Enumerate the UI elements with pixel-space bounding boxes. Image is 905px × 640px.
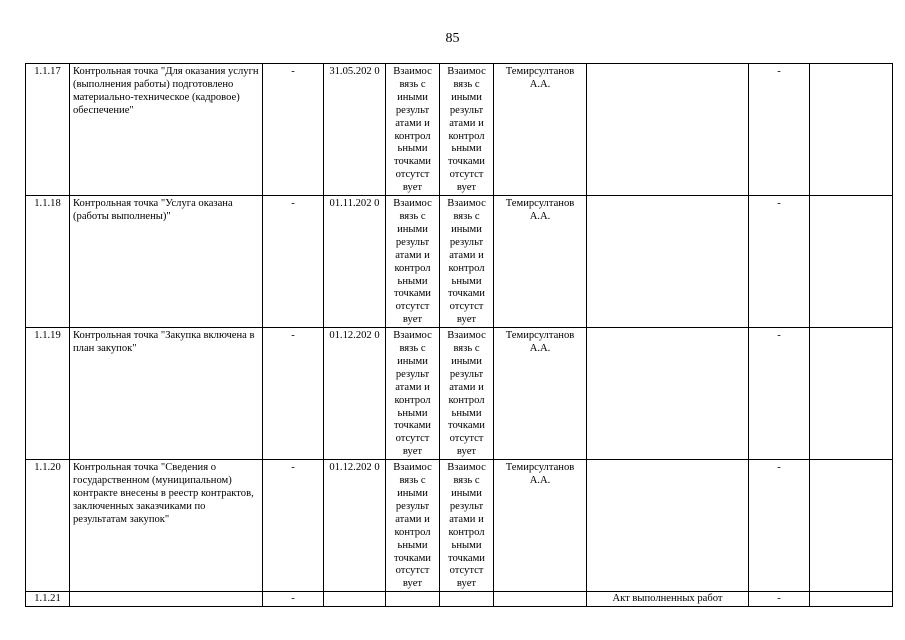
relation-cell: Взаимос вязь с иными результ атами и контрол ьными точками отсутст вует bbox=[440, 328, 494, 460]
dash-cell: - bbox=[749, 592, 810, 607]
table-row bbox=[26, 64, 893, 196]
dash-cell: - bbox=[749, 328, 810, 460]
table-row bbox=[26, 196, 893, 328]
table-body bbox=[26, 64, 893, 607]
relation-cell: Взаимос вязь с иными результ атами и контрол ьными точками отсутст вует bbox=[386, 196, 440, 328]
relation-cell: Взаимос вязь с иными результ атами и контрол ьными точками отсутст вует bbox=[440, 460, 494, 592]
row-number: 1.1.19 bbox=[26, 328, 70, 460]
empty-cell bbox=[810, 592, 893, 607]
empty-cell bbox=[810, 64, 893, 196]
document-cell bbox=[587, 460, 749, 592]
relation-cell: Взаимос вязь с иными результ атами и контрол ьными точками отсутст вует bbox=[386, 460, 440, 592]
empty-cell bbox=[810, 328, 893, 460]
responsible-cell: Темирсултанов А.А. bbox=[494, 328, 587, 460]
responsible-cell bbox=[494, 592, 587, 607]
dash-cell: - bbox=[263, 460, 324, 592]
dash-cell: - bbox=[749, 196, 810, 328]
control-points-table bbox=[25, 63, 893, 607]
empty-cell bbox=[810, 460, 893, 592]
row-number: 1.1.21 bbox=[26, 592, 70, 607]
dash-cell: - bbox=[263, 64, 324, 196]
relation-cell bbox=[386, 592, 440, 607]
control-point-name bbox=[70, 592, 263, 607]
relation-cell: Взаимос вязь с иными результ атами и контрол ьными точками отсутст вует bbox=[440, 196, 494, 328]
date-cell: 31.05.202 0 bbox=[324, 64, 386, 196]
date-cell: 01.11.202 0 bbox=[324, 196, 386, 328]
table-row bbox=[26, 592, 893, 607]
table-row bbox=[26, 328, 893, 460]
dash-cell: - bbox=[263, 196, 324, 328]
relation-cell: Взаимос вязь с иными результ атами и контрол ьными точками отсутст вует bbox=[386, 64, 440, 196]
document-cell bbox=[587, 196, 749, 328]
responsible-cell: Темирсултанов А.А. bbox=[494, 460, 587, 592]
relation-cell: Взаимос вязь с иными результ атами и контрол ьными точками отсутст вует bbox=[386, 328, 440, 460]
responsible-cell: Темирсултанов А.А. bbox=[494, 196, 587, 328]
empty-cell bbox=[810, 196, 893, 328]
page-number: 85 bbox=[445, 31, 460, 46]
row-number: 1.1.20 bbox=[26, 460, 70, 592]
dash-cell: - bbox=[749, 64, 810, 196]
dash-cell: - bbox=[263, 592, 324, 607]
document-cell: Акт выполненных работ bbox=[587, 592, 749, 607]
control-point-name: Контрольная точка "Сведения о государственном (муниципальном) контракте внесены в реестр контрактов, заключенных заказчиками по результатам закупок" bbox=[70, 460, 263, 592]
date-cell: 01.12.202 0 bbox=[324, 328, 386, 460]
row-number: 1.1.18 bbox=[26, 196, 70, 328]
relation-cell: Взаимос вязь с иными результ атами и контрол ьными точками отсутст вует bbox=[440, 64, 494, 196]
table-row bbox=[26, 460, 893, 592]
dash-cell: - bbox=[263, 328, 324, 460]
relation-cell bbox=[440, 592, 494, 607]
control-point-name: Контрольная точка "Закупка включена в план закупок" bbox=[70, 328, 263, 460]
control-point-name: Контрольная точка "Услуга оказана (работы выполнены)" bbox=[70, 196, 263, 328]
control-point-name: Контрольная точка "Для оказания услугн (выполнения работы) подготовлено материально-техническое (кадровое) обеспечение" bbox=[70, 64, 263, 196]
document-cell bbox=[587, 64, 749, 196]
row-number: 1.1.17 bbox=[26, 64, 70, 196]
dash-cell: - bbox=[749, 460, 810, 592]
responsible-cell: Темирсултанов А.А. bbox=[494, 64, 587, 196]
date-cell: 01.12.202 0 bbox=[324, 460, 386, 592]
date-cell bbox=[324, 592, 386, 607]
document-cell bbox=[587, 328, 749, 460]
